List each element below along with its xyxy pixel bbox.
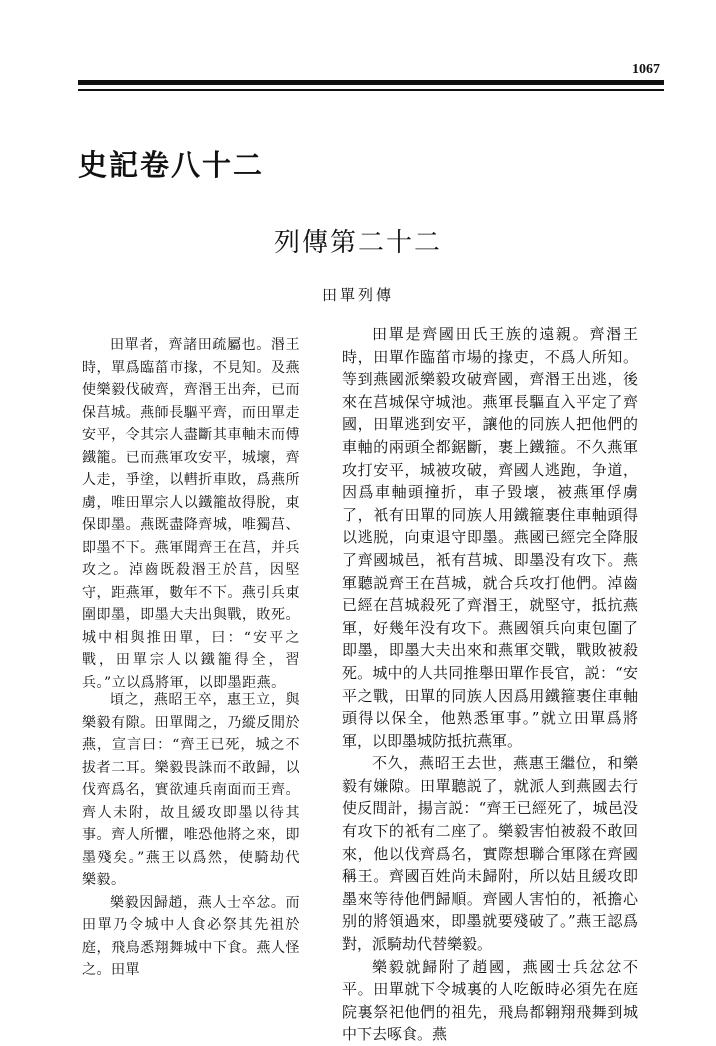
classical-text-block-2: [82, 689, 300, 982]
header-rule-thick: [78, 80, 664, 85]
biography-subtitle: 田單列傳: [321, 286, 394, 304]
classical-paragraph: 田單者，齊諸田疏屬也。湣王時，單爲臨菑市掾，不見知。及燕使樂毅伐破齊，齊湣王出奔，已而保莒城。燕師長驅平齊，而田單走安平，令其宗人盡斷其車軸末而傅鐵籠。已而燕軍攻安平，城壞，齊人走，爭塗，以轊折車敗，爲燕所虜，唯田單宗人以鐵籠故得脫，東保即墨。燕既盡降齊城，唯獨莒、即墨不下。燕軍聞齊王在莒，并兵攻之。淖齒既殺湣王於莒，因堅守，距燕軍，數年不下。燕引兵東圍即墨，即墨大夫出與戰，敗死。城中相與推田單，曰：“安平之戰，田單宗人以鐵籠得全，習兵。”立以爲將軍，以即墨距燕。: [82, 337, 300, 691]
header-rule-thin: [78, 89, 664, 91]
modern-paragraph: 不久，燕昭王去世，燕惠王繼位，和樂毅有嫌隙。田單聽説了，就派人到燕國去行使反間計，揚言説：“齊王已經死了，城邑没有攻下的衹有二座了。樂毅害怕被殺不敢回來，他以伐齊爲名，實際想聯合軍隊在齊國稱王。齊國百姓尚未歸附，所以姑且緩攻即墨來等待他們歸順。齊國人害怕的，衹擔心别的將領過來，即墨就要殘破了。”燕王認爲對，派騎劫代替樂毅。: [342, 754, 638, 954]
chapter-title: 列傳第二十二: [273, 228, 442, 258]
classical-text-block-1: [82, 334, 300, 694]
page-number: 1067: [632, 62, 660, 77]
modern-paragraph: 田單是齊國田氏王族的遠親。齊湣王時，田單作臨菑市場的掾吏，不爲人所知。等到燕國派樂毅攻破齊國，齊湣王出逃，後來在莒城保守城池。燕軍長驅直入平定了齊國，田單逃到安平，讓他的同族人把他們的車軸的兩頭全都鋸斷，裹上鐵箍。不久燕軍攻打安平，城被攻破，齊國人逃跑，争道，因爲車軸頭撞折，車子毀壞，被燕軍俘虜了，衹有田單的同族人用鐵箍裹住車軸頭得以逃脱，向東退守即墨。燕國已經完全降服了齊國城邑，衹有莒城、即墨没有攻下。燕軍聽説齊王在莒城，就合兵攻打他們。淖齒已經在莒城殺死了齊湣王，就堅守，抵抗燕軍，好幾年没有攻下。燕國領兵向東包圍了即墨，即墨大夫出來和燕軍交戰，戰敗被殺死。城中的人共同推舉田單作長官，説：“安平之戰，田單的同族人因爲用鐵箍裹住車軸頭得以保全，他熟悉軍事。”就立田單爲將軍，以即墨城防抵抗燕軍。: [342, 325, 638, 750]
classical-paragraph: 頃之，燕昭王卒，惠王立，與樂毅有隙。田單聞之，乃縱反閒於燕，宣言曰：“齊王已死，城之不拔者二耳。樂毅畏誅而不敢歸，以伐齊爲名，實欲連兵南面而王齊。齊人未附，故且緩攻即墨以待其事。齊人所懼，唯恐他將之來，即墨殘矣。”燕王以爲然，使騎劫代樂毅。: [82, 692, 300, 888]
classical-paragraph: 樂毅因歸趙，燕人士卒忿。而田單乃令城中人食必祭其先祖於庭，飛鳥悉翔舞城中下食。燕人怪之。田單: [82, 894, 300, 978]
modern-translation-column: [342, 323, 638, 1046]
book-title: 史記卷八十二: [78, 148, 265, 182]
modern-paragraph: 樂毅就歸附了趙國，燕國士兵忿忿不平。田單就下令城裏的人吃飯時必須先在庭院裏祭祀他們的祖先，飛鳥都翱翔飛舞到城中下去啄食。燕: [342, 957, 638, 1044]
